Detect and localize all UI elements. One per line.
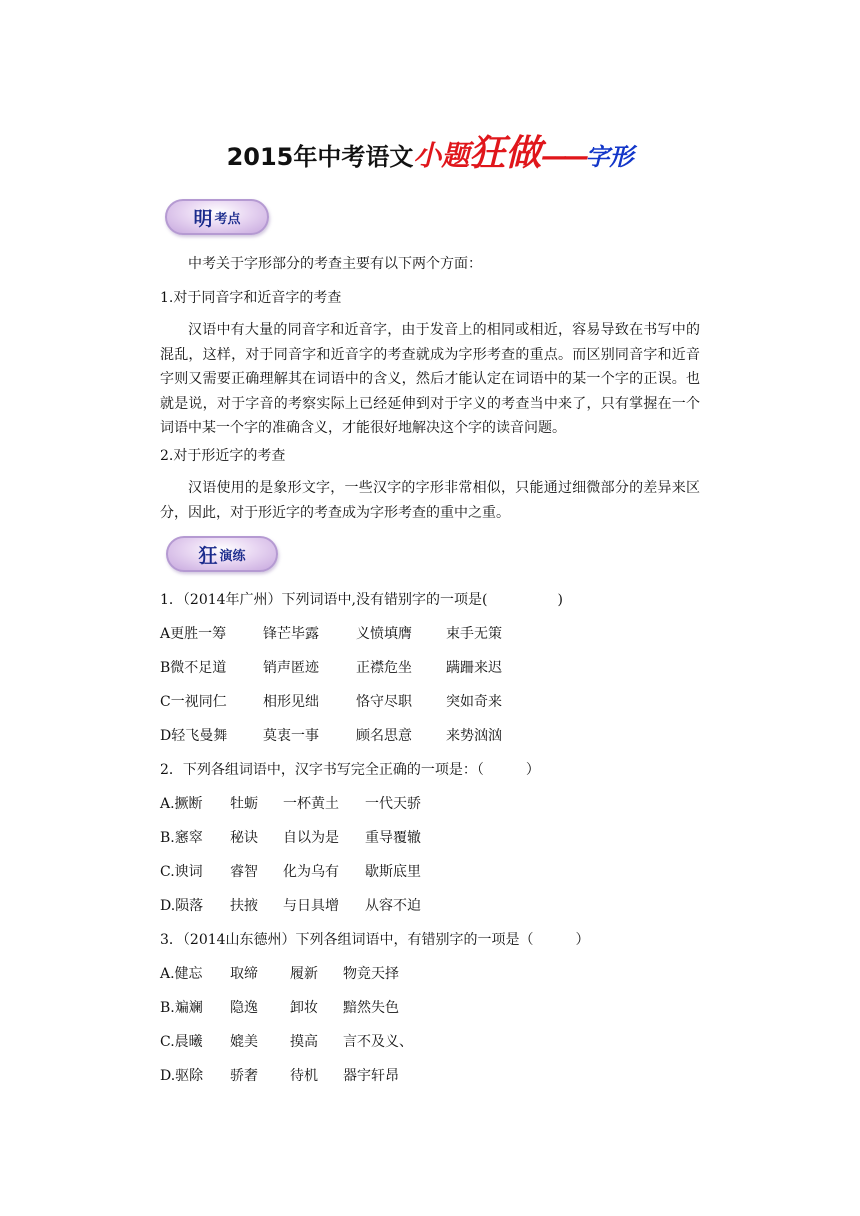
badge-kaodian-small: 考点 — [214, 211, 241, 227]
title-part-3: 狂做 — [469, 133, 542, 174]
option-word: 言不及义、 — [343, 1034, 413, 1050]
option-word: 牡蛎 — [230, 796, 258, 812]
option-word: 化为乌有 — [283, 864, 339, 880]
question-2-stem: 2．下列各组词语中，汉字书写完全正确的一项是：（ ） — [160, 762, 540, 778]
question-3-stem: 3．（2014山东德州）下列各组词语中，有错别字的一项是（ ） — [160, 932, 590, 948]
section1-paragraph: 汉语中有大量的同音字和近音字，由于发音上的相同或相近，容易导致在书写中的混乱，这样，对于同音字和近音字的考查就成为字形考查的重点。而区别同音字和近音字则又需要正确理解其在词语中的含义，然后才能认定在词语中的某一个字的正误。也就是说，对于字音的考察实际上已经延伸到对于字义的考查当中来了，只有掌握在一个词语中某一个字的准确含义，才能很好地解决这个字的读音问题。 — [160, 322, 700, 436]
title-part-1: 2015年中考语文 — [226, 143, 414, 171]
option-word: 摸高 — [290, 1034, 318, 1050]
intro-text: 中考关于字形部分的考查主要有以下两个方面： — [188, 256, 482, 272]
option-word: B.窸窣 — [160, 830, 203, 846]
option-word: 与日具增 — [283, 898, 339, 914]
option-word: 莫衷一事 — [263, 728, 319, 744]
option-word: 媲美 — [230, 1034, 258, 1050]
option-word: 隐逸 — [230, 1000, 258, 1016]
option-word: 睿智 — [230, 864, 258, 880]
badge-kaodian-big: 明 — [193, 207, 213, 230]
option-word: B.斒斓 — [160, 1000, 203, 1016]
option-word: 黯然失色 — [343, 1000, 399, 1016]
page-title — [0, 134, 860, 180]
option-word: C.晨曦 — [160, 1034, 203, 1050]
option-word: D轻飞曼舞 — [160, 728, 228, 744]
option-word: 一代天骄 — [365, 796, 421, 812]
badge-yanlian-big: 狂 — [198, 544, 218, 567]
option-word: 突如奇来 — [446, 694, 502, 710]
option-word: C一视同仁 — [160, 694, 227, 710]
option-word: 一杯黄土 — [283, 796, 339, 812]
title-part-5: 字形 — [585, 143, 634, 171]
option-word: 恪守尽职 — [356, 694, 412, 710]
option-word: D.陨落 — [160, 898, 204, 914]
option-word: 自以为是 — [283, 830, 339, 846]
yanlian-badge — [166, 536, 278, 572]
badge-yanlian-small: 演练 — [219, 548, 246, 564]
option-word: 束手无策 — [446, 626, 502, 642]
section2-paragraph: 汉语使用的是象形文字，一些汉字的字形非常相似，只能通过细微部分的差异来区分，因此，对于形近字的考查成为字形考查的重中之重。 — [160, 480, 700, 521]
option-word: 履新 — [290, 966, 318, 982]
question-1-stem: 1．（2014年广州）下列词语中,没有错别字的一项是( ) — [160, 592, 563, 608]
title-part-2: 小题 — [413, 139, 470, 172]
section2-heading: 2.对于形近字的考查 — [160, 448, 286, 464]
option-word: 物竞天择 — [343, 966, 399, 982]
option-word: 扶掖 — [230, 898, 258, 914]
option-word: A.健忘 — [160, 966, 203, 982]
section1-heading: 1.对于同音字和近音字的考查 — [160, 290, 342, 306]
option-word: B微不足道 — [160, 660, 227, 676]
option-word: 相形见绌 — [263, 694, 319, 710]
option-word: 蹒跚来迟 — [446, 660, 502, 676]
option-word: 锋芒毕露 — [263, 626, 319, 642]
kaodian-badge — [165, 199, 269, 235]
option-word: A.撅断 — [160, 796, 203, 812]
option-word: C.谀词 — [160, 864, 203, 880]
option-word: 重导覆辙 — [365, 830, 421, 846]
option-word: 取缔 — [230, 966, 258, 982]
option-word: 从容不迫 — [365, 898, 421, 914]
option-word: 秘诀 — [230, 830, 258, 846]
option-word: D.驱除 — [160, 1068, 204, 1084]
option-word: 卸妆 — [290, 1000, 318, 1016]
title-part-4: —— — [541, 142, 586, 172]
option-word: 销声匿迹 — [263, 660, 319, 676]
option-word: 待机 — [290, 1068, 318, 1084]
option-word: 顾名思意 — [356, 728, 412, 744]
option-word: 正襟危坐 — [356, 660, 412, 676]
option-word: 歇斯底里 — [365, 864, 421, 880]
option-word: 义愤填膺 — [356, 626, 412, 642]
option-word: 骄奢 — [230, 1068, 258, 1084]
option-word: 来势汹汹 — [446, 728, 502, 744]
option-word: 器宇轩昂 — [343, 1068, 399, 1084]
option-word: A更胜一筹 — [160, 626, 227, 642]
